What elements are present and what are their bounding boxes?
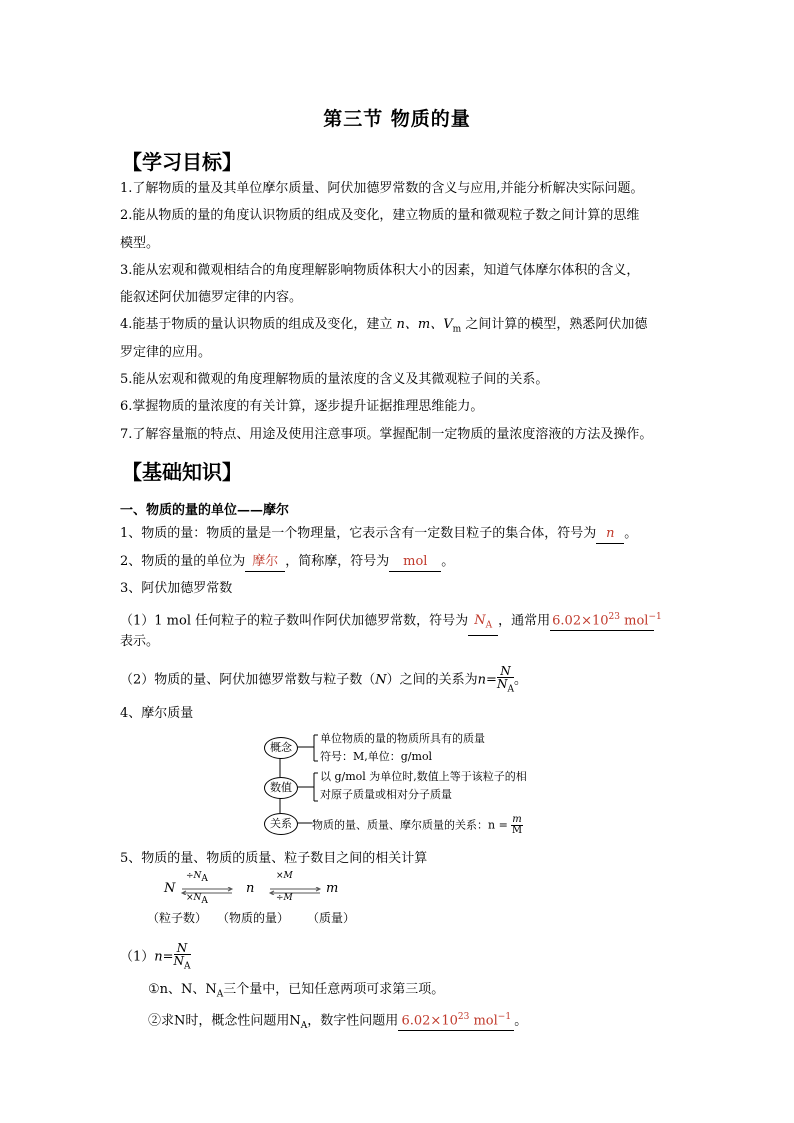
objective-3: 3.能从宏观和微观相结合的角度理解影响物质体积大小的因素，知道气体摩尔体积的含义， xyxy=(120,263,640,278)
objective-3-cont: 能叙述阿伏加德罗定律的内容。 xyxy=(120,290,303,305)
note-2-unit: mol xyxy=(469,1013,498,1029)
fraction-n-over-na xyxy=(497,665,514,695)
objective-2: 2.能从物质的量的角度认识物质的组成及变化，建立物质的量和微观粒子数之间计算的思维 xyxy=(120,208,640,223)
label-amount: （物质的量） xyxy=(217,911,290,925)
paragraph-3-1-cont: 表示。 xyxy=(120,634,160,649)
objective-4-vars: n、m、V xyxy=(396,317,453,332)
objective-5: 5.能从宏观和微观的角度理解物质的量浓度的含义及其微观粒子间的关系。 xyxy=(120,372,549,387)
relation-formula-text: 物质的量、质量、摩尔质量的关系：n = xyxy=(312,818,508,832)
note-2-sub: A xyxy=(300,1020,308,1031)
objective-4-cont: 罗定律的应用。 xyxy=(120,345,212,360)
basics-heading: 【基础知识】 xyxy=(122,460,242,484)
flow-arrow2-bottom: ÷M xyxy=(276,893,293,903)
objective-6: 6.掌握物质的量浓度的有关计算，逐步提升证据推理思维能力。 xyxy=(120,399,484,414)
equation-1-lhs: n= xyxy=(154,949,174,965)
flow-arrow1-top xyxy=(186,871,208,884)
note-2-mid: ，数字性问题用 xyxy=(307,1013,399,1029)
paragraph-2-text: 2、物质的量的单位为 xyxy=(120,554,246,569)
flow-amount: n xyxy=(246,881,255,896)
value-text-2: 对原子质量或相对分子质量 xyxy=(320,788,452,801)
page-title: 第三节 物质的量 xyxy=(323,108,471,130)
flow-arrow1-bottom-sub: A xyxy=(201,895,208,906)
concept-node: 概念 xyxy=(264,737,298,759)
paragraph-1-end: 。 xyxy=(624,526,638,541)
answer-blank-avogadro-2 xyxy=(398,1008,514,1031)
paragraph-1-text: 1、物质的量：物质的量是一个物理量，它表示含有一定数目粒子的集合体，符号为 xyxy=(120,526,597,541)
paragraph-3-2-n: N xyxy=(375,672,387,688)
concept-symbol-unit: 符号：M,单位：g/mol xyxy=(320,750,433,763)
objective-4 xyxy=(120,316,647,339)
na-sub: A xyxy=(485,620,493,631)
paragraph-3-2-rest: ）之间的关系为 xyxy=(386,672,478,688)
paragraph-3-2-text: （2）物质的量、阿伏加德罗常数与粒子数（ xyxy=(120,672,376,688)
equation-1-numerator: N xyxy=(174,942,191,955)
note-2-end: 。 xyxy=(514,1013,528,1029)
paragraph-2-end: 。 xyxy=(441,554,455,569)
fraction-numerator: N xyxy=(497,665,514,678)
paragraph-3-1 xyxy=(120,608,662,636)
subsection-1-title: 一、物质的量的单位——摩尔 xyxy=(120,503,290,518)
flow-arrow1-top-text: ÷N xyxy=(186,871,202,881)
fraction-den-sub: A xyxy=(507,684,514,695)
flow-particles: N xyxy=(164,881,176,896)
paragraph-3-2-eq: n= xyxy=(477,672,497,688)
note-2-unit-exp: −1 xyxy=(497,1012,512,1022)
objective-1: 1.了解物质的量及其单位摩尔质量、阿伏加德罗常数的含义与应用,并能分析解决实际问题。 xyxy=(120,181,644,196)
objective-4-sub: m xyxy=(452,324,462,335)
avogadro-value: 6.02×10 xyxy=(552,613,609,629)
flow-mass: m xyxy=(326,881,339,896)
label-particles: （粒子数） xyxy=(147,911,208,925)
avogadro-exp: 23 xyxy=(608,612,620,622)
relation-denominator: M xyxy=(511,825,523,836)
equation-1-den-symbol: N xyxy=(173,954,185,968)
relation-text xyxy=(312,815,523,836)
equation-1-fraction xyxy=(174,942,191,972)
flow-arrow1-bottom xyxy=(186,893,208,906)
answer-blank-mole: 摩尔 xyxy=(245,553,285,572)
note-1-sub: A xyxy=(216,989,224,1000)
equation-1-denominator xyxy=(174,955,191,972)
objective-4-text: 4.能基于物质的量认识物质的组成及变化，建立 xyxy=(120,317,393,332)
paragraph-4: 4、摩尔质量 xyxy=(120,706,194,721)
paragraph-3-1-mid: ，通常用 xyxy=(498,613,551,629)
paragraph-3-2 xyxy=(120,665,527,695)
paragraph-2-mid: ，简称摩，符号为 xyxy=(285,554,390,569)
value-text-1: 以 g/mol 为单位时,数值上等于该粒子的相 xyxy=(320,770,527,783)
equation-1-den-sub: A xyxy=(184,961,191,972)
objective-7: 7.了解容量瓶的特点、用途及使用注意事项。掌握配制一定物质的量浓度溶液的方法及操作。 xyxy=(120,427,653,442)
objective-2-cont: 模型。 xyxy=(120,236,160,251)
note-2-value: 6.02×10 xyxy=(401,1013,458,1029)
relation-node: 关系 xyxy=(264,813,298,835)
flow-arrow1-bottom-text: ×N xyxy=(186,893,202,903)
paragraph-3: 3、阿伏加德罗常数 xyxy=(120,581,233,596)
answer-blank-mol: mol xyxy=(389,553,441,572)
label-mass: （质量） xyxy=(307,911,356,925)
note-1-rest: 三个量中，已知任意两项可求第三项。 xyxy=(223,982,445,997)
answer-blank-avogadro xyxy=(550,608,662,631)
concept-definition: 单位物质的量的物质所具有的质量 xyxy=(320,732,485,745)
paragraph-3-1-text: （1）1 mol 任何粒子的粒子数叫作阿伏加德罗常数，符号为 xyxy=(120,613,469,629)
paragraph-5: 5、物质的量、物质的质量、粒子数目之间的相关计算 xyxy=(120,851,428,866)
answer-blank-n: n xyxy=(596,525,624,544)
na-symbol: N xyxy=(474,613,486,629)
objectives-heading: 【学习目标】 xyxy=(122,150,242,174)
flow-arrow1-top-sub: A xyxy=(201,873,208,884)
note-1-text: ①n、N、N xyxy=(148,982,217,997)
note-2-text: ②求N时，概念性问题用N xyxy=(148,1013,301,1029)
paragraph-3-2-end: 。 xyxy=(513,672,527,688)
molar-mass-diagram xyxy=(262,733,562,837)
fraction-denominator xyxy=(497,678,514,695)
avogadro-unit: mol xyxy=(619,613,649,629)
flow-arrow2-top: ×M xyxy=(276,871,293,881)
value-node: 数值 xyxy=(264,777,298,799)
relation-numerator: m xyxy=(512,814,522,825)
paragraph-2 xyxy=(120,553,454,572)
answer-blank-na xyxy=(468,612,498,636)
note-2 xyxy=(148,1008,527,1035)
relation-fraction xyxy=(511,815,522,836)
fraction-den-symbol: N xyxy=(496,677,508,691)
objective-4-tail: 之间计算的模型，熟悉阿伏加德 xyxy=(465,317,648,332)
note-1 xyxy=(148,981,444,1004)
equation-1-prefix: （1） xyxy=(120,949,155,965)
avogadro-unit-exp: −1 xyxy=(648,612,662,622)
equation-1 xyxy=(120,942,191,972)
note-2-exp: 23 xyxy=(457,1012,470,1022)
paragraph-1 xyxy=(120,525,637,544)
